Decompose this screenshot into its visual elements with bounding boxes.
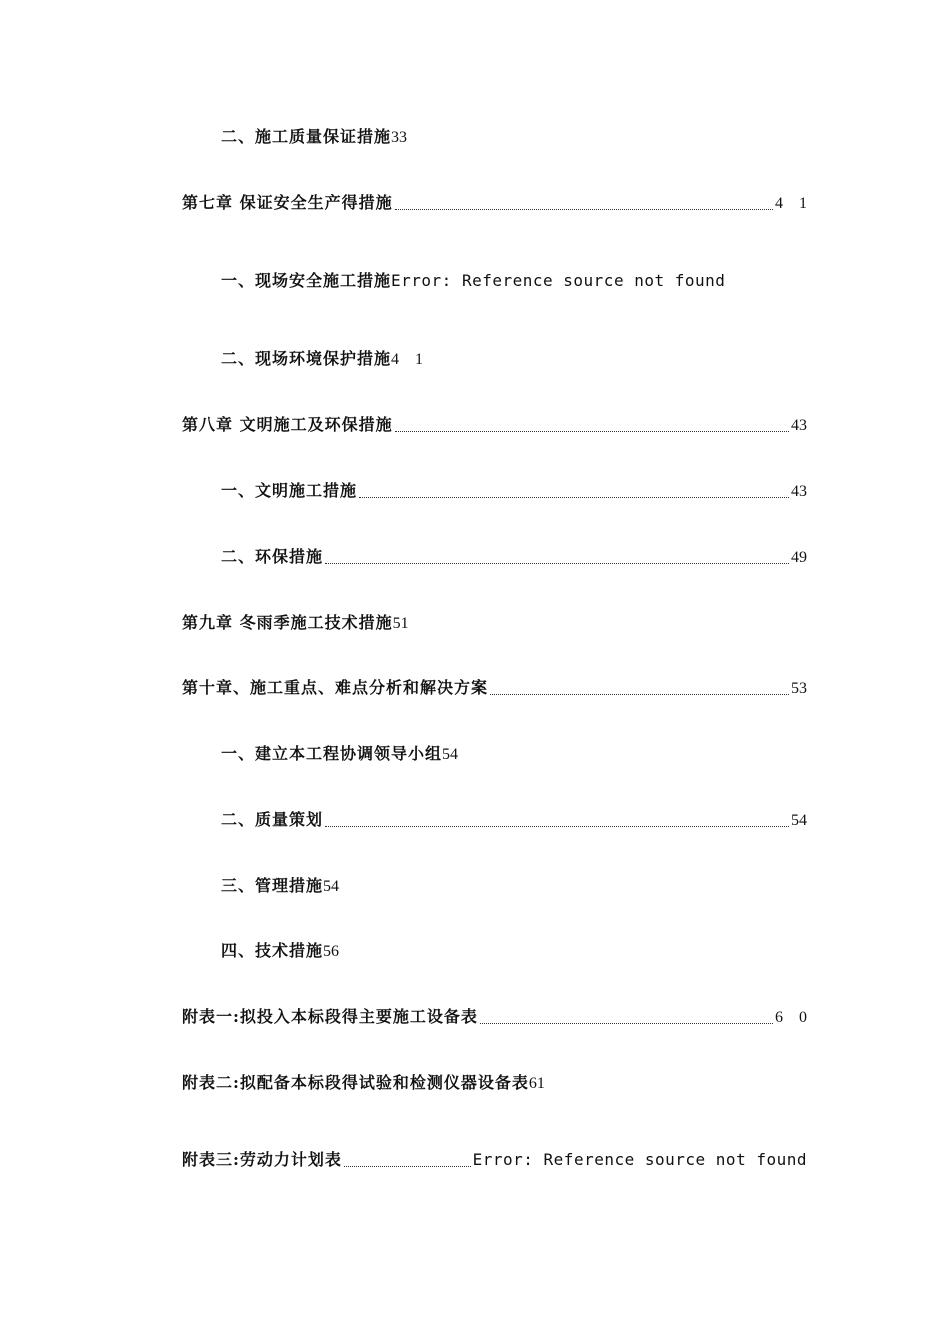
toc-entry[interactable]	[221, 268, 725, 294]
toc-entry[interactable]	[182, 190, 813, 216]
toc-entry-title: 一、现场安全施工措施	[221, 271, 392, 290]
toc-leader-dots	[325, 562, 789, 564]
toc-entry-page: 43	[791, 417, 807, 434]
toc-entry-page: 43	[791, 483, 807, 500]
toc-entry-title: 二、现场环境保护措施	[221, 349, 392, 368]
toc-entry[interactable]	[182, 675, 807, 701]
toc-entry[interactable]	[182, 412, 807, 438]
toc-entry-title: 第七章 保证安全生产得措施	[182, 193, 393, 212]
toc-leader-dots	[395, 430, 789, 432]
toc-entry-title: 二、环保措施	[221, 547, 324, 566]
toc-entry-page: 4 1	[391, 351, 430, 368]
toc-leader-dots	[480, 1022, 773, 1024]
toc-entry-page: 51	[392, 615, 409, 632]
toc-entry[interactable]	[221, 544, 807, 570]
toc-entry-page-error: Error: Reference source not found	[391, 271, 726, 290]
toc-entry-page: 61	[528, 1075, 545, 1092]
toc-entry[interactable]	[221, 346, 430, 372]
toc-entry-page: 53	[791, 680, 807, 697]
toc-entry-title: 第九章 冬雨季施工技术措施	[182, 613, 393, 632]
toc-entry-page: 6 0	[775, 1009, 813, 1026]
toc-entry-page: 54	[791, 812, 807, 829]
toc-entry[interactable]	[221, 741, 458, 767]
toc-leader-dots	[490, 693, 789, 695]
toc-entry-title: 第十章、施工重点、难点分析和解决方案	[182, 678, 489, 697]
toc-leader-dots	[344, 1165, 471, 1167]
toc-leader-dots	[359, 496, 789, 498]
toc-entry[interactable]	[221, 873, 339, 899]
toc-entry[interactable]	[182, 1147, 807, 1173]
toc-entry[interactable]	[182, 1070, 545, 1096]
toc-entry-title: 第八章 文明施工及环保措施	[182, 415, 393, 434]
toc-entry-page: 4 1	[775, 195, 813, 212]
toc-entry[interactable]	[221, 124, 407, 150]
toc-leader-dots	[325, 825, 789, 827]
toc-entry-title: 附表三:劳动力计划表	[182, 1150, 342, 1169]
toc-entry[interactable]	[221, 807, 807, 833]
toc-entry-page: 33	[391, 129, 408, 146]
toc-entry[interactable]	[221, 938, 339, 964]
toc-entry-page: 49	[791, 549, 807, 566]
toc-entry-title: 四、技术措施	[221, 941, 324, 960]
toc-entry-page: 56	[323, 943, 340, 960]
toc-entry-title: 二、质量策划	[221, 810, 324, 829]
toc-entry-title: 一、文明施工措施	[221, 481, 358, 500]
toc-entry-title: 三、管理措施	[221, 876, 324, 895]
toc-entry-page: 54	[442, 746, 459, 763]
toc-entry-title: 附表二:拟配备本标段得试验和检测仪器设备表	[182, 1073, 529, 1092]
toc-entry-page: 54	[323, 878, 340, 895]
toc-entry[interactable]	[182, 610, 409, 636]
toc-entry-title: 附表一:拟投入本标段得主要施工设备表	[182, 1007, 478, 1026]
toc-leader-dots	[395, 208, 773, 210]
toc-entry[interactable]	[221, 478, 807, 504]
toc-entry-title: 二、施工质量保证措施	[221, 127, 392, 146]
toc-entry-page-error: Error: Reference source not found	[472, 1150, 807, 1169]
toc-entry-title: 一、建立本工程协调领导小组	[221, 744, 443, 763]
toc-entry[interactable]	[182, 1004, 813, 1030]
